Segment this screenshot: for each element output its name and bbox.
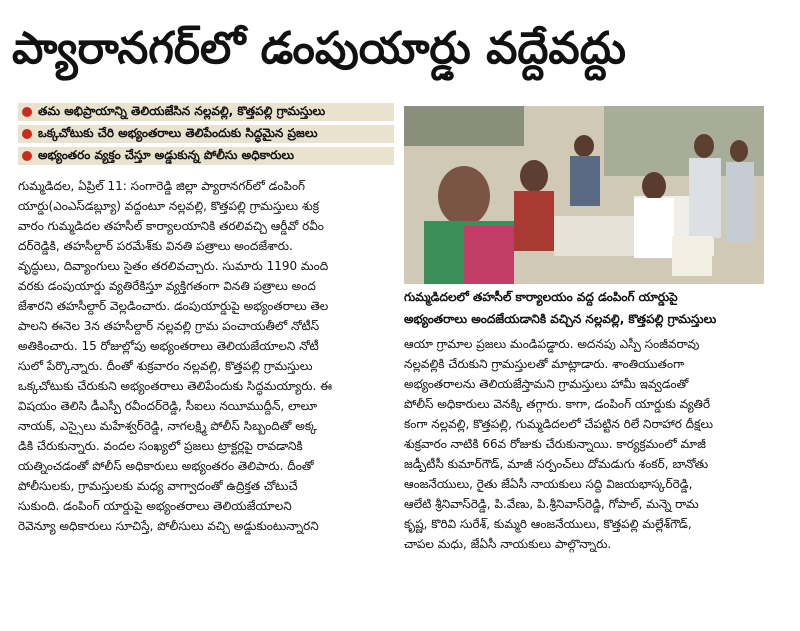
article-line: ఒక్కచోటుకు చేరుకుని అభ్యంతరాలు తెలిపేందుకు సిద్ధమయ్యారు. ఈ <box>18 379 333 393</box>
bullet-text: అభ్యంతరం వ్యక్తం చేస్తూ అడ్డుకున్న పోలీసు అధికారులు <box>38 147 295 162</box>
article-line: జడ్పీటీసీ కుమార్‌గౌడ్, మాజీ సర్పంచ్‌లు దోమడుగు శంకర్, బానోతు <box>404 457 709 471</box>
article-line: కృష్ణ, కొరివి సురేశ్, కుమ్మరి ఆంజనేయులు, కొత్తపల్లి మల్లేశ్‌గౌడ్, <box>404 517 692 531</box>
bullet-text: తమ అభిప్రాయాన్ని తెలియజేసిన నల్లవల్లి, కొత్తపల్లి గ్రామస్తులు <box>38 103 326 118</box>
bullet-dot-icon <box>22 129 32 139</box>
article-line: కంగా నల్లవల్లి, కొత్తపల్లి, గుమ్మడిదలలో చేపట్టిన రిలే నిరాహార దీక్షలు <box>404 417 714 431</box>
article-line: అతికించారు. 15 రోజుల్లోపు అభ్యంతరాలు తెలియజేయాలని నోటీ <box>18 339 319 353</box>
article-line: దర్‌రెడ్డికి, తహసీల్దార్ పరమేశ్‌కు వినతి పత్రాలు అందజేశారు. <box>18 239 293 253</box>
bullet-item <box>18 147 394 165</box>
bullet-dot-icon <box>22 107 32 117</box>
bullet-item <box>18 125 394 143</box>
highlight-bullets <box>18 103 394 165</box>
article-line: చాపల మధు, జేఏసీ నాయకులు పాల్గొన్నారు. <box>404 537 612 551</box>
article-line: డికి చేరుకున్నారు. వందల సంఖ్యలో ప్రజలు ట్రాక్టర్లపై రావడానికి <box>18 439 303 453</box>
article-line: పాలని ఈనెల 3న తహసీల్దార్ నల్లవల్లి గ్రామ పంచాయతీలో నోటీస్ <box>18 319 320 333</box>
bullet-dot-icon <box>22 151 32 161</box>
crowd-photo-illustration <box>404 106 764 284</box>
article-line: నాయక్, ఎస్సైలు మహేశ్వర్‌రెడ్డి, నాగలక్ష్మి పోలీస్ సిబ్బందితో అక్క <box>18 419 317 433</box>
article-line: విషయం తెలిసి డీఎస్పీ రవీందర్‌రెడ్డి, సీఐలు నయీముద్దీన్, లాలూ <box>18 399 318 413</box>
photo-caption <box>404 286 764 330</box>
bullet-text: ఒక్కచోటుకు చేరి అభ్యంతరాలు తెలిపేందుకు సిద్ధమైన ప్రజలు <box>38 125 318 140</box>
caption-line: అభ్యంతరాలు అందజేయడానికి వచ్చిన నల్లవల్లి, కొత్తపల్లి గ్రామస్తులు <box>404 312 717 326</box>
article-line: రెవెన్యూ అధికారులు సూచిస్తే, పోలీసులు వచ్చి అడ్డుకుంటున్నారని <box>18 519 319 533</box>
article-line: జేశారని తహసీల్దార్ వెల్లడించారు. డంపుయార్డుపై అభ్యంతరాలు తెల <box>18 299 329 313</box>
page-margin <box>0 580 800 631</box>
article-line: నల్లవల్లికి చేరుకుని గ్రామస్తులతో మాట్లాడారు. శాంతియుతంగా <box>404 357 685 371</box>
article-line: గుమ్మడిదల, ఏప్రిల్ 11: సంగారెడ్డి జిల్లా ప్యారానగర్‌లో డంపింగ్ <box>18 179 306 193</box>
article-line: వారం గుమ్మడిదల తహసీల్ కార్యాలయానికి తరలివచ్చి ఆర్డీవో రవీం <box>18 219 324 233</box>
article-line: వృద్ధులు, దివ్యాంగులు సైతం తరలివచ్చారు. సుమారు 1190 మంది <box>18 259 329 273</box>
article-line: శుక్రవారం నాటికి 66వ రోజుకు చేరుకున్నాయి. కార్యక్రమంలో మాజీ <box>404 437 706 451</box>
article-line: ఆయా గ్రామాల ప్రజలు మండిపడ్డారు. అదనపు ఎస్పీ సంజీవరావు <box>404 337 700 351</box>
news-photo <box>404 106 764 284</box>
article-line: ఆలేటి శ్రీనివాస్‌రెడ్డి, పి.వేణు, పి.శ్రీనివాస్‌రెడ్డి, గోపాల్, మన్నె రామ <box>404 497 699 511</box>
headline: ప్యారానగర్‌లో డంపుయార్డు వద్దేవద్దు <box>12 23 626 74</box>
article-line: సుకుంది. డంపింగ్ యార్డుపై అభ్యంతరాలు తెలియజేయాలని <box>18 499 292 513</box>
article-body-left <box>18 176 394 580</box>
article-body-right <box>404 334 784 580</box>
article-line: పోలీస్ అధికారులు వెనక్కి తగ్గారు. కాగా, డంపింగ్ యార్డుకు వ్యతిరే <box>404 397 711 411</box>
article-line: పోలీసులకు, గ్రామస్తులకు మధ్య వాగ్వాదంతో ఉద్రిక్తత చోటుచే <box>18 479 298 493</box>
caption-line: గుమ్మడిదలలో తహసీల్ కార్యాలయం వద్ద డంపింగ్ యార్డుపై <box>404 290 678 304</box>
article-line: ఆంజనేయులు, రైతు జేఏసీ నాయకులు సద్ది విజయభాస్కర్‌రెడ్డి, <box>404 477 693 491</box>
article-line: అభ్యంతరాలను తెలియజేస్తామని గ్రామస్తులు హామీ ఇవ్వడంతో <box>404 377 689 391</box>
bullet-item <box>18 103 394 121</box>
article-line: యత్నించడంతో పోలీస్ అధికారులు అభ్యంతరం తెలిపారు. దీంతో <box>18 459 314 473</box>
article-line: యార్డు(ఎంఎస్‌డబ్ల్యూ) వద్దంటూ నల్లవల్లి, కొత్తపల్లి గ్రామస్తులు శుక్ర <box>18 199 320 213</box>
article-line: సులో పేర్కొన్నారు. దీంతో శుక్రవారం నల్లవల్లి, కొత్తపల్లి గ్రామస్తులు <box>18 359 313 373</box>
article-line: వరకు డంపుయార్డు వ్యతిరేకిస్తూ వ్యక్తిగతంగా వినతి పత్రాలు అంద <box>18 279 316 293</box>
